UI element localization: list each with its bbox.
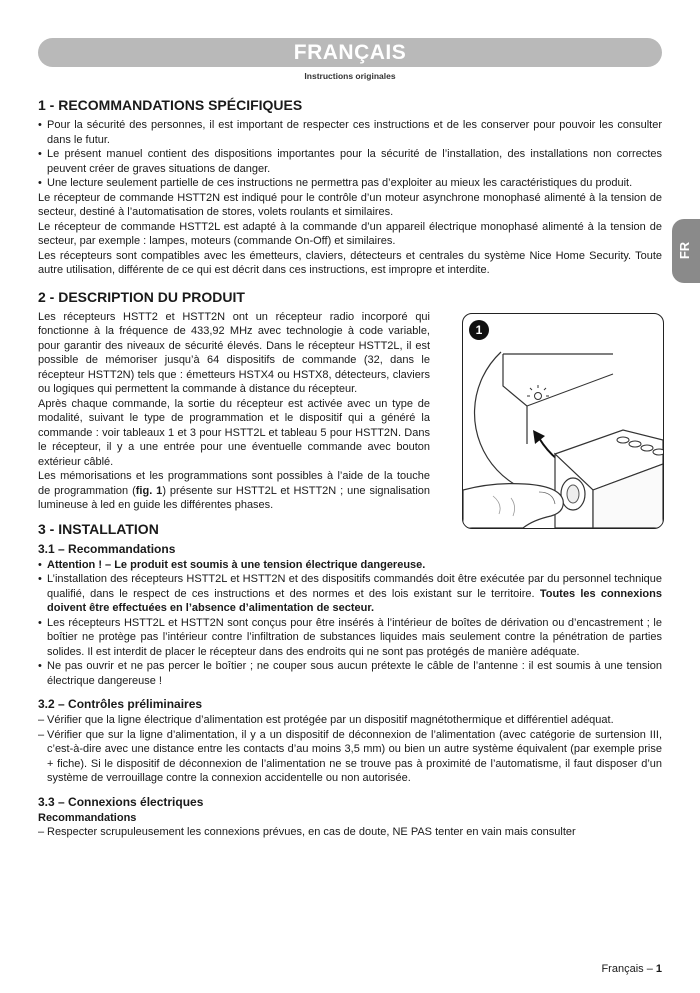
- figure-number-badge: 1: [469, 320, 489, 340]
- bullet-list: [38, 558, 662, 689]
- section-title: 3 - INSTALLATION: [38, 520, 159, 537]
- language-title: FRANÇAIS: [293, 41, 407, 64]
- text-run-bold: Toutes les connexions doivent être effectuées en l’absence d’alimentation de secteur.: [47, 587, 662, 614]
- figure-programming-button: [462, 313, 664, 529]
- bullet-list: [38, 118, 662, 191]
- text-run: L’installation des récepteurs HSTT2L et HSTT2N et des dispositifs commandés doit être exécutée par du personnel technique qualifié, dans le respect de ces instructions et des normes et des lois existant sur le territoire.: [47, 573, 662, 600]
- paragraph: Après chaque commande, la sortie du récepteur est activée avec un type de modalité, suivant le type de programmation et le dispositif qui a généré la commande : voir tableaux 1 et 3 pour HSTT2L et tableau 5 pour HSTT2N. Dans le récepteur, il y a une entrée pour une éventuelle commande avec bouton extérieur câblé.: [38, 397, 430, 468]
- page-content: [38, 97, 662, 839]
- list-item: • Le présent manuel contient des dispositions importantes pour la sécurité de l’installation, des installations non correctes peuvent créer de graves situations de danger.: [38, 147, 662, 176]
- warning-text: Attention ! – Le produit est soumis à une tension électrique dangereuse.: [47, 558, 426, 571]
- paragraph: Les récepteurs HSTT2 et HSTT2N ont un récepteur radio incorporé qui fonctionne à la fréquence de 433,92 MHz avec technologie à code variable, pour garantir des niveaux de sécurité élevés. Dans le récepteur HSTT2L, il est possible de mémoriser jusqu’à 64 dispositifs de commande (32, dans le récepteur HSTT2N) tels que : émetteurs HSTX4 ou HSTX8, détecteurs, claviers ou logiques qui permettent la commande à distance du récepteur.: [38, 310, 430, 395]
- receiver-illustration: [463, 314, 663, 528]
- text-run: ) présente sur HSTT2L et HSTT2N ; une signalisation lumineuse à led en guide les différentes phases.: [38, 484, 430, 511]
- paragraph: [38, 469, 430, 513]
- paragraph: Les récepteurs sont compatibles avec les émetteurs, claviers, détecteurs et centrales du système Nice Home Security. Toute autre utilisation, différente de ce qui est décrit dans ces instructions, est impropre et interdite.: [38, 249, 662, 276]
- paragraph: Le récepteur de commande HSTT2N est indiqué pour le contrôle d’un moteur asynchrone monophasé alimenté à la tension de secteur, destiné à l’automatisation de stores, volets roulants et similaires.: [38, 191, 662, 218]
- section-title: 2 - DESCRIPTION DU PRODUIT: [38, 288, 245, 305]
- paragraph: Le récepteur de commande HSTT2L est adapté à la commande d’un appareil électrique monophasé alimenté à la tension de secteur, par exemple : lampes, moteurs (commande On-Off) et similaires.: [38, 220, 662, 247]
- language-side-tab: [672, 219, 700, 283]
- list-item: [38, 572, 662, 616]
- subsection-title: 3.3 – Connexions électriques: [38, 794, 204, 809]
- page-footer: [601, 963, 662, 975]
- subsection-subtitle: Recommandations: [38, 811, 137, 824]
- section-product-description: [38, 289, 662, 513]
- list-item: [38, 558, 662, 573]
- list-item: • Ne pas ouvrir et ne pas percer le boîtier ; ne couper sous aucun prétexte le câble de l’antenne : il est soumis à une tension électrique dangereuse !: [38, 659, 662, 688]
- section-specific-recommendations: [38, 97, 662, 278]
- section-installation: [38, 521, 662, 840]
- list-item: • Les récepteurs HSTT2L et HSTT2N sont conçus pour être insérés à l’intérieur de boîtes de dérivation ou d’encastrement ; le boîtier ne protège pas l’intérieur contre l’infiltration de substances liquides mais seulement contre la pénétration de parties solides. Il est interdit de placer le récepteur dans des endroits qui ne sont pas protégés de manière adéquate.: [38, 616, 662, 660]
- list-item: • Pour la sécurité des personnes, il est important de respecter ces instructions et de les conserver pour pouvoir les consulter dans le futur.: [38, 118, 662, 147]
- finger-icon: [463, 483, 563, 527]
- language-header-bar: [38, 38, 662, 67]
- dash-list: [38, 825, 662, 840]
- section-title: 1 - RECOMMANDATIONS SPÉCIFIQUES: [38, 97, 303, 113]
- description-text: [38, 310, 430, 513]
- dash-list: [38, 713, 662, 786]
- subsection-title: 3.2 – Contrôles préliminaires: [38, 697, 203, 711]
- text-run: Les mémorisations et les programmations sont possibles à l’aide de la touche de programmation (: [38, 470, 430, 497]
- page-number: 1: [655, 963, 662, 975]
- list-item: – Vérifier que la ligne électrique d’alimentation est protégée par un dispositif magnétothermique et différentiel adéquat.: [38, 713, 662, 728]
- subsection-title: 3.1 – Recommandations: [38, 541, 176, 556]
- document-subtitle: Instructions originales: [304, 71, 396, 81]
- list-item: – Vérifier que sur la ligne d’alimentation, il y a un dispositif de déconnexion de l’alimentation (avec catégorie de surtension III, c’est-à-dire avec une distance entre les contacts d’au moins 3,5 mm) ou bien un autre système équivalent (par exemple prise + fiche). Si le dispositif de déconnexion de l’alimentation ne se trouve pas à proximité de l’automatisme, il faut disposer d’un système de verrouillage contre la connexion accidentelle ou non autorisée.: [38, 728, 662, 786]
- list-item: – Respecter scrupuleusement les connexions prévues, en cas de doute, NE PAS tenter en vain mais consulter: [38, 825, 662, 840]
- list-item: • Une lecture seulement partielle de ces instructions ne permettra pas d’exploiter au mieux les caractéristiques du produit.: [38, 176, 662, 191]
- figure-reference: fig. 1: [135, 484, 163, 497]
- footer-label: Français –: [601, 963, 656, 975]
- language-side-tab-label: FR: [677, 241, 693, 260]
